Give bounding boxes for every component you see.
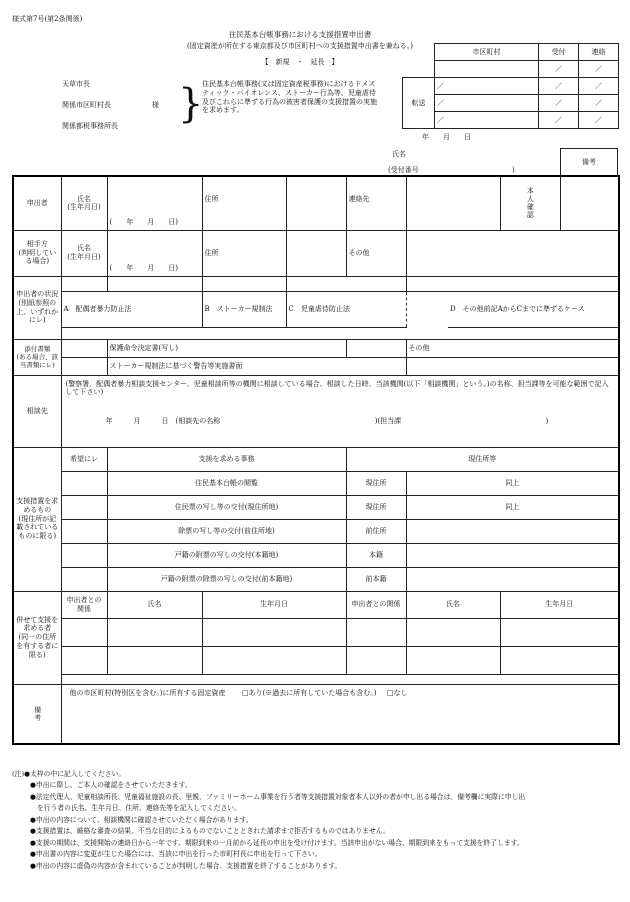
form-subtitle: (固定資産が所在する東京都及び市区町村への支援措置申出書を兼ねる。) <box>187 42 413 50</box>
note-item: ●支援の期間は、支援開始の連絡日から一年です。期限到来の一月前から延長の申出を受け付けます。当該申出がない場合、期限到来をもって支援を終了します。 <box>30 838 524 847</box>
application-date: 年 月 日 <box>422 133 471 141</box>
support-task: 住民票の写し等の交付(現住所地) <box>107 495 346 519</box>
support-check[interactable] <box>61 567 107 591</box>
brace: } <box>178 81 204 127</box>
support-check[interactable] <box>61 495 107 519</box>
applicant-label: 申出者 <box>13 176 61 230</box>
joint-cell[interactable] <box>346 618 406 646</box>
slash-mark: ／ <box>539 95 579 112</box>
note-item: ●申出に際し、ご本人の確認をさせていただきます。 <box>30 781 192 790</box>
addressee-tax-office: 関係都税事務所長 <box>62 122 118 130</box>
joint-cell[interactable] <box>107 646 202 674</box>
self-confirmation-text: 本人確認 <box>526 187 535 220</box>
support-address[interactable] <box>406 543 619 567</box>
note-item: (注)●太枠の中に記入してください。 <box>12 770 126 778</box>
contact-header: 連絡 <box>579 44 619 61</box>
slash-mark: ／ <box>579 61 619 78</box>
slash-mark: ／ <box>579 78 619 95</box>
joint-cell[interactable] <box>202 646 346 674</box>
joint-name-header: 氏名 <box>406 591 500 618</box>
main-form <box>12 175 620 745</box>
support-address[interactable]: 同上 <box>406 471 619 495</box>
office-table <box>402 43 619 129</box>
application-type: 【 新規 ・ 延長 】 <box>261 58 339 66</box>
support-check[interactable] <box>61 519 107 543</box>
status-option-b[interactable]: B ストーカー規制法 <box>202 291 286 327</box>
self-confirmation-label <box>500 176 560 230</box>
status-option-d[interactable]: D その他前記AからCまでに準ずるケース <box>448 291 619 327</box>
support-task-header: 支援を求める事務 <box>107 447 346 471</box>
support-address-kind: 現住所 <box>346 471 406 495</box>
support-address-kind: 現住所 <box>346 495 406 519</box>
note-item: ●申出書の内容に変更が生じた場合には、当該に申出を行った市町村長に申出を行って下さい。 <box>30 850 322 859</box>
joint-cell[interactable] <box>500 618 619 646</box>
support-check[interactable] <box>61 543 107 567</box>
consultation-instructions: (警察署、配偶者暴力相談支援センター、児童相談所等の機関に相談している場合、相談した日時、当該機関(以下「相談機関」という。)の名称、担当課等を可能な範囲で記入して下さい) <box>65 379 609 397</box>
support-label: 支援措置を求めるもの (現住所が記載されているものに限る) <box>13 447 61 591</box>
status-option-c[interactable]: C 児童虐待防止法 <box>286 291 406 327</box>
remarks-no-checkbox[interactable]: □なし <box>386 688 408 697</box>
status-option-a[interactable]: A 配偶者暴力防止法 <box>61 291 202 327</box>
slash-mark: ／ <box>539 112 579 129</box>
remarks-field[interactable] <box>61 684 619 744</box>
slash-mark: ／ <box>435 78 539 95</box>
support-address-kind: 前本籍 <box>346 567 406 591</box>
receipt-number-close: ) <box>512 166 515 174</box>
joint-cell[interactable] <box>406 618 500 646</box>
notes <box>12 770 525 873</box>
signer-name-label: 氏名 <box>392 150 406 158</box>
remarks-label <box>13 684 61 744</box>
counterpart-dob: ( 年 月 日) <box>109 263 178 272</box>
note-item: を行う者の氏名、生年月日、住所、連絡先等を記入してください。 <box>37 804 241 813</box>
counterpart-address-label[interactable]: 住所 <box>202 230 286 276</box>
received-header: 受付 <box>539 44 579 61</box>
biko-header: 備考 <box>561 149 618 176</box>
support-address[interactable] <box>406 519 619 543</box>
slash-mark: ／ <box>579 95 619 112</box>
counterpart-name-label: 氏名 (生年月日) <box>61 230 107 276</box>
joint-cell[interactable] <box>406 646 500 674</box>
addressee-municipalities: 関係市区町村長 <box>62 101 111 109</box>
receipt-number-label: (受付番号 <box>388 166 419 174</box>
support-address[interactable]: 同上 <box>406 495 619 519</box>
slash-mark: ／ <box>579 112 619 129</box>
joint-label: 併せて支援を求める者 (同一の住所を有する者に限る) <box>13 591 61 684</box>
joint-cell[interactable] <box>107 618 202 646</box>
intro-text: 住民基本台帳事務(又は固定資産税事務)におけるドメスティック・バイオレンス、ストーカー行為等、児童虐待及びこれらに準ずる行為の被害者保護の支援措置の実施を求めます。 <box>202 80 377 115</box>
city-header: 市区町村 <box>435 44 539 61</box>
joint-dob-header: 生年月日 <box>500 591 619 618</box>
applicant-address-label[interactable]: 住所 <box>202 176 286 230</box>
consultation-close: ) <box>545 417 549 425</box>
joint-cell[interactable] <box>346 646 406 674</box>
self-confirmation-field[interactable] <box>560 176 619 230</box>
remarks-yes-checkbox[interactable]: □あり(※過去に所有していた場合も含む。) <box>241 688 377 697</box>
attach-check-stalker[interactable] <box>61 357 107 375</box>
support-address-kind: 本籍 <box>346 543 406 567</box>
consultation-field[interactable] <box>61 375 619 447</box>
applicant-contact-label[interactable]: 連絡先 <box>346 176 406 230</box>
note-item: ●申出の内容に虚偽の内容が含まれていることが判明した場合、支援措置を終了することがあります。 <box>30 861 342 870</box>
joint-name-header: 氏名 <box>107 591 202 618</box>
consultation-date-name: 年 月 日 (相談先の名称 <box>105 417 221 425</box>
transfer-label: 転送 <box>403 78 435 129</box>
attach-stalker-warning: ストーカー規制法に基づく警告等実施書面 <box>107 357 406 375</box>
slash-mark: ／ <box>435 95 539 112</box>
remarks-label-text: 備考 <box>33 705 42 722</box>
applicant-name-label: 氏名 (生年月日) <box>61 176 107 230</box>
counterpart-name-field[interactable] <box>107 230 202 276</box>
form-title: 住民基本台帳事務における支援措置申出書 <box>228 30 372 39</box>
attach-check-protect[interactable] <box>61 339 107 357</box>
joint-relation-header: 申出者との関係 <box>61 591 107 618</box>
consultation-department: )(担当課 <box>374 417 402 425</box>
support-address-header: 現住所等 <box>346 447 619 471</box>
support-task: 戸籍の附票の除票の写しの交付(前本籍地) <box>107 567 346 591</box>
attach-other: その他 <box>406 339 619 357</box>
slash-mark: ／ <box>539 61 579 78</box>
note-item: ●法定代理人、児童相談所長、児童福祉施設の長、里親、ファミリーホーム事業を行う者等支援措置対象者本人以外の者が申し出る場合は、備考欄に実際に申し出 <box>30 792 526 801</box>
consultation-label: 相談先 <box>13 375 61 447</box>
joint-cell[interactable] <box>61 646 107 674</box>
joint-cell[interactable] <box>500 646 619 674</box>
attach-protection-order: 保護命令決定書(写し) <box>107 339 346 357</box>
remarks-property-text: 他の市区町村(特別区を含む。)に所有する固定資産 <box>69 688 226 697</box>
slash-mark: ／ <box>539 78 579 95</box>
joint-relation-header: 申出者との関係 <box>346 591 406 618</box>
applicant-dob: ( 年 月 日) <box>109 217 178 226</box>
applicant-name-field[interactable] <box>107 176 202 230</box>
slash-mark: ／ <box>435 112 539 129</box>
status-label: 申出者の状況 (別紙参照の上、いずれかにレ) <box>13 276 61 339</box>
support-task: 住民基本台帳の閲覧 <box>107 471 346 495</box>
support-address-kind: 前住所 <box>346 519 406 543</box>
joint-dob-header: 生年月日 <box>202 591 346 618</box>
note-item: ●申出の内容について、相談機関に確認させていただく場合があります。 <box>30 815 253 824</box>
addressee-mayor: 天草市長 <box>62 80 90 88</box>
support-task: 戸籍の附票の写しの交付(本籍地) <box>107 543 346 567</box>
counterpart-other-label[interactable]: その他 <box>346 230 406 276</box>
form-number: 様式第7号(第2条関係) <box>12 15 83 23</box>
counterpart-label: 相手方 (判明している場合) <box>13 230 61 276</box>
attachment-label: 添付書類 (ある場合、該当書類にレ) <box>13 339 61 375</box>
support-check-header: 希望にレ <box>61 447 107 471</box>
support-check[interactable] <box>61 471 107 495</box>
joint-cell[interactable] <box>61 618 107 646</box>
biko-header-box <box>560 148 618 176</box>
joint-cell[interactable] <box>202 618 346 646</box>
note-item: ●支援措置は、厳格な審査の結果、不当な目的によるものでないことときれた請求まで拒否するものではありません。 <box>30 827 390 836</box>
support-task: 除票の写し等の交付(前住所地) <box>107 519 346 543</box>
honorific: 様 <box>152 101 159 109</box>
support-address[interactable] <box>406 567 619 591</box>
